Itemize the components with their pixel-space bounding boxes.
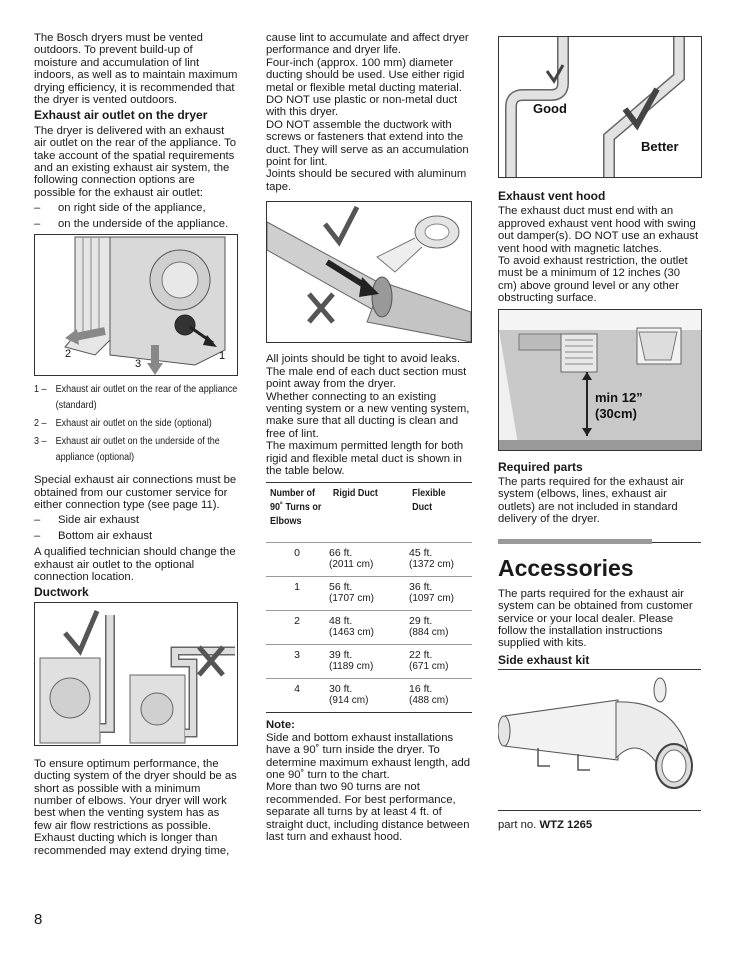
note-paragraph-2: More than two 90 turns are not recommended. For best performance, separate all turns by at least 4 ft. of straight duct, including distance between last turn and exhaust hood. (266, 781, 470, 843)
figure-label: 2 (65, 348, 72, 361)
header-rigid: Rigid Duct (332, 488, 378, 500)
heading-side-kit: Side exhaust kit (498, 652, 590, 667)
max-length-paragraph: The maximum permitted length for both rigid and flexible metal duct is shown in the table below. (266, 440, 464, 477)
ductwork-figure (34, 602, 238, 746)
table-row: 1 56 ft. (1707 cm) 36 ft. (1097 cm) (266, 577, 472, 611)
whether-paragraph: Whether connecting to an existing venting system or a new venting system, make sure that all ducting is clean and free of lint. (266, 390, 470, 440)
duct-tape-figure (266, 201, 472, 343)
side-kit-figure (498, 669, 701, 811)
ductwork-illustration (35, 603, 237, 745)
heading-exhaust-outlet: Exhaust air outlet on the dryer (34, 108, 208, 123)
column-middle (266, 32, 472, 843)
list-item: – on right side of the appliance, (34, 202, 206, 215)
vent-hood-figure (498, 309, 702, 451)
legend-item: 2 – Exhaust air outlet on the side (optional) (34, 418, 212, 430)
min-height-label: min 12” (595, 389, 643, 405)
good-label: Good (533, 101, 567, 116)
dryer-outlet-figure (34, 234, 238, 376)
note-label: Note: (266, 719, 295, 732)
min-height-cm-label: (30cm) (595, 405, 637, 421)
accessories-bar (498, 539, 652, 544)
legend-item: 3 – Exhaust air outlet on the underside of the appliance (optional) (34, 436, 220, 464)
duct-length-table (266, 482, 472, 713)
ductwork-paragraph: To ensure optimum performance, the ducting system of the dryer should be as short as possible with a minimum number of elbows. Your dryer will work best when the venting system has as few air flow restrictions as possible. Exhaust ducting which is longer than recommended may extend drying time, (34, 757, 237, 857)
legend-item: 1 – Exhaust air outlet on the rear of the appliance (standard) (34, 384, 238, 412)
list-item: – Side air exhaust (34, 514, 140, 527)
figure-label: 3 (135, 358, 142, 371)
table-row: 0 66 ft. (2011 cm) 45 ft. (1372 cm) (266, 543, 472, 577)
special-paragraph: Special exhaust air connections must be obtained from our customer service for either connection type (see page 11). (34, 474, 237, 511)
figure-label: 1 (219, 350, 226, 363)
intro-paragraph: The Bosch dryers must be vented outdoors. To prevent build-up of moisture and accumulation of lint indoors, as well as to maintain maximum drying efficiency, it is recommended that the dryer is vented outdoors. (34, 32, 238, 107)
good-better-illustration (499, 37, 701, 177)
joints-paragraph: All joints should be tight to avoid leaks. The male end of each duct section must point away from the dryer. (266, 353, 467, 391)
table-row: 3 39 ft. (1189 cm) 22 ft. (671 cm) (266, 645, 472, 679)
vent-hood-illustration (499, 310, 701, 450)
duct-joint-illustration (267, 202, 471, 342)
accessories-title: Accessories (498, 554, 634, 581)
dryer-rear-illustration (35, 235, 237, 375)
better-label: Better (641, 139, 679, 154)
hood-paragraph-2: To avoid exhaust restriction, the outlet must be a minimum of 12 inches (30 cm) above ground level or any other obstructing surface. (498, 255, 688, 305)
table-row: 2 48 ft. (1463 cm) 29 ft. (884 cm) (266, 611, 472, 645)
heading-required-parts: Required parts (498, 459, 583, 474)
part-number: WTZ 1265 (539, 819, 593, 832)
header-turns: Number of 90˚ Turns or Elbows (270, 488, 322, 528)
table-header-row (266, 483, 472, 531)
figure-legend (34, 382, 238, 466)
hood-paragraph-1: The exhaust duct must end with an approved exhaust vent hood with swing out damper(s). DO NOT use an exhaust vent hood with magnetic latches. (498, 205, 699, 255)
heading-vent-hood: Exhaust vent hood (498, 189, 606, 203)
good-better-figure (498, 36, 702, 178)
page-number: 8 (34, 911, 43, 928)
duct-size-paragraph: Four-inch (approx. 100 mm) diameter ducting should be used. Use either rigid metal or flexible metal ducting material. DO NOT use plastic or non-metal duct with this dryer. (266, 56, 465, 119)
part-number-line: part no. WTZ 1265 (498, 819, 593, 832)
column-right (498, 32, 701, 832)
side-exhaust-kit-illustration (498, 670, 701, 810)
list-item: – on the underside of the appliance. (34, 217, 229, 230)
accessories-paragraph: The parts required for the exhaust air system can be obtained from customer service or your local dealer. Please follow the installation instructions supplied with kits. (498, 587, 693, 650)
list-item: – Bottom air exhaust (34, 529, 153, 542)
heading-ductwork: Ductwork (34, 585, 89, 600)
column-left (34, 32, 238, 857)
required-paragraph: The parts required for the exhaust air system (elbows, lines, exhaust air outlets) are not included in standard delivery of the dryer. (498, 476, 684, 526)
header-flexible: Flexible Duct (412, 488, 446, 514)
technician-paragraph: A qualified technician should change the exhaust air outlet to the optional connection location. (34, 546, 236, 583)
exhaust-paragraph: The dryer is delivered with an exhaust air outlet on the rear of the appliance. To take account of the spatial requirements and an existing exhaust air system, the following connection options are possible for the exhaust air outlet: (34, 124, 237, 199)
table-row: 4 30 ft. (914 cm) 16 ft. (488 cm) (266, 679, 472, 713)
continued-paragraph: cause lint to accumulate and affect dryer performance and dryer life. (266, 32, 469, 57)
tape-paragraph: Joints should be secured with aluminum tape. (266, 168, 467, 193)
note-paragraph-1: Side and bottom exhaust installations have a 90˚ turn inside the dryer. To determine maximum exhaust length, add one 90˚ turn to the chart. (266, 731, 471, 781)
no-screws-paragraph: DO NOT assemble the ductwork with screws or fasteners that extend into the duct. They will serve as an accumulation point for lint. (266, 118, 469, 169)
